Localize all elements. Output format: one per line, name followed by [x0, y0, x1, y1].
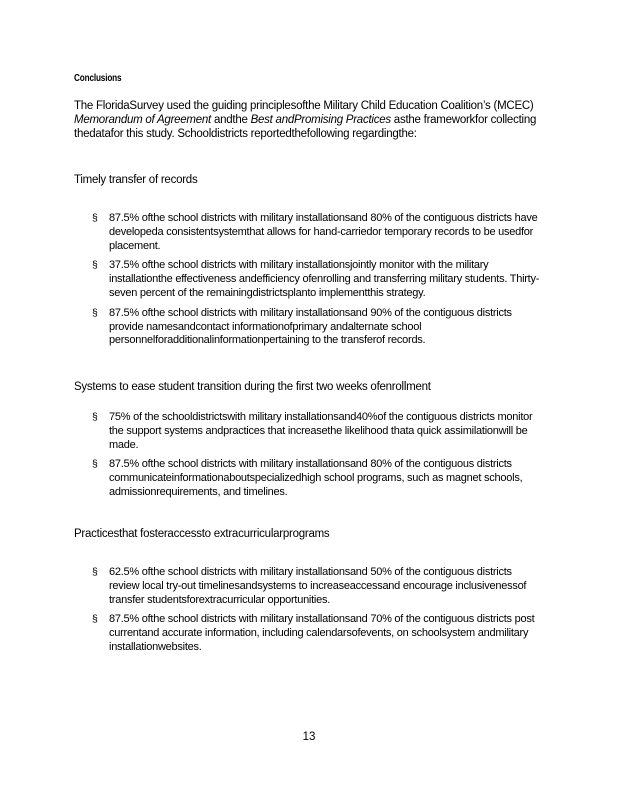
bullet-list-records [92, 212, 544, 354]
intro-italic-memorandum: Memorandum of Agreement [74, 114, 212, 127]
list-item [92, 613, 544, 654]
bullet-text: 87.5% ofthe school districts with military installationsand 80% of the contiguous districts have developeda consistentsystemthat allows for hand-carriedor temporary records to be usedfor placement. [109, 212, 538, 252]
bullet-icon: § [92, 212, 98, 224]
intro-text-3: asthe frameworkfor collecting thedatafor this study. Schooldistricts reportedthefollowing regardingthe: [74, 114, 537, 141]
bullet-icon: § [92, 566, 98, 578]
bullet-icon: § [92, 613, 98, 626]
list-item [92, 259, 544, 300]
bullet-list-transition [92, 411, 544, 506]
list-item [92, 411, 544, 452]
bullet-icon: § [92, 458, 98, 471]
bullet-text: 75% of the schooldistrictswith military installationsand40%of the contiguous districts monitor the support systems andpractices that increasethe likelihood thata quick assimilationwill be made. [109, 411, 533, 451]
intro-text-2: andthe [211, 114, 251, 127]
bullet-icon: § [92, 259, 98, 272]
list-item [92, 566, 544, 607]
list-item [92, 307, 544, 348]
list-item [92, 212, 544, 253]
intro-text-1: The FloridaSurvey used the guiding principlesofthe Military Child Education Coalition’s (MCEC) [74, 100, 534, 112]
intro-paragraph [74, 99, 544, 142]
section-title-extracurricular: Practicesthat fosteraccessto extracurricularprograms [74, 528, 330, 540]
intro-italic-practices: Best andPromising Practices [250, 114, 391, 127]
list-item [92, 458, 544, 499]
bullet-text: 37.5% ofthe school districts with military installationsjointly monitor with the military installationthe effectiveness andefficiency ofenrolling and transferring military students. Thirty-seven percent of the remainingdistrictsplanto implementthis strategy. [109, 259, 540, 299]
page-number: 13 [302, 731, 316, 743]
section-heading: Conclusions [74, 73, 122, 84]
bullet-text: 87.5% ofthe school districts with military installationsand 90% of the contiguous districts provide namesandcontact informationofprimary andalternate school personnelforadditionalinformationpertaining to the transferof records. [109, 306, 512, 347]
section-title-transition: Systems to ease student transition during the first two weeks ofenrollment [74, 381, 431, 393]
bullet-text: 87.5% ofthe school districts with military installationsand 70% of the contiguous districts post currentand accurate information, including calendarsofevents, on schoolsystem andmilitary installationwebsites. [109, 613, 535, 653]
bullet-text: 62.5% ofthe school districts with military installationsand 50% of the contiguous districts review local try-out timelinesandsystems to increaseaccessand encourage inclusivenessof transfer studentsforextracurricular opportunities. [109, 566, 527, 606]
bullet-list-extracurricular [92, 566, 544, 661]
bullet-icon: § [92, 411, 98, 423]
section-title-records: Timely transfer of records [74, 174, 198, 186]
bullet-icon: § [92, 306, 98, 319]
bullet-text: 87.5% ofthe school districts with military installationsand 80% of the contiguous districts communicateinformationaboutspecializedhigh school programs, such as magnet schools, admissionrequirements, and timelines. [109, 458, 523, 498]
